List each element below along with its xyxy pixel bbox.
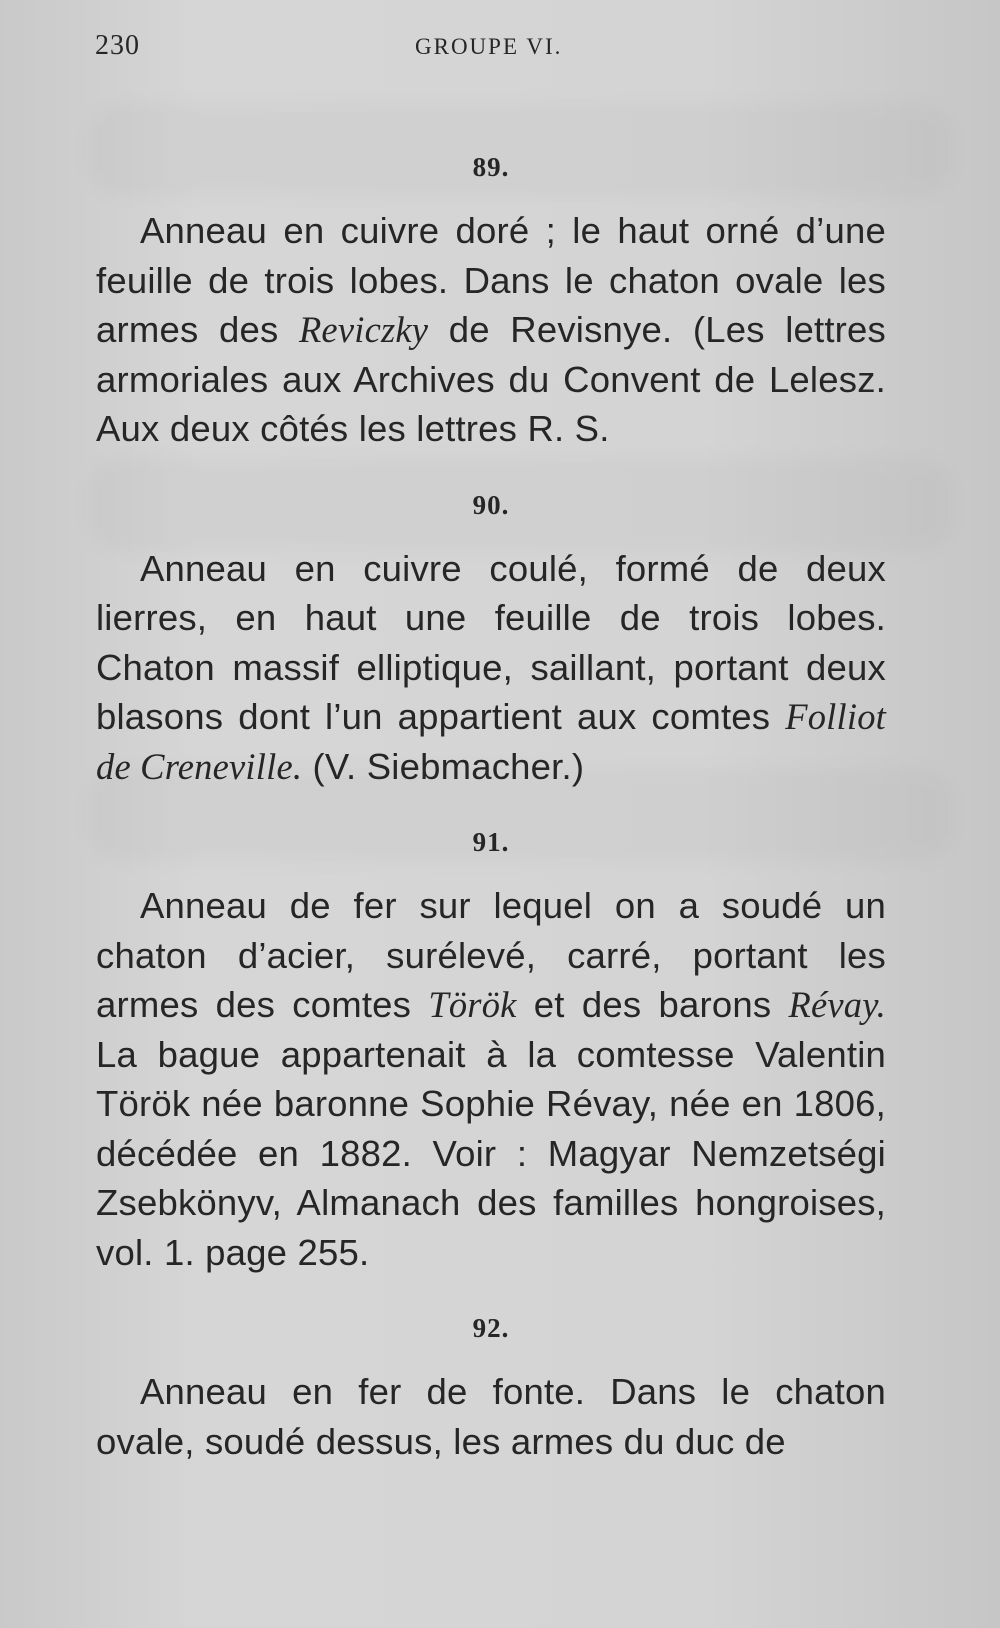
catalog-entry-89 [96, 150, 886, 454]
text-run: La bague appartenait à la comtesse Valentin Török née baronne Sophie Révay, née en 1806, décédée en 1882. Voir : Magyar Nemzetségi Zsebkönyv, Almanach des familles hongroises, vol. 1. page 255. [96, 1033, 886, 1273]
running-head: GROUPE VI. [415, 34, 563, 59]
entry-number: 90. [472, 489, 510, 520]
text-run: Anneau en cuivre doré ; le haut orné d’une feuille de trois lobes. Dans le chaton ovale les armes des [96, 210, 886, 350]
catalog-entry-90 [96, 488, 886, 792]
page-header [95, 30, 885, 70]
entry-description [96, 206, 886, 454]
catalog-entry-92 [96, 1311, 886, 1466]
text-run: Anneau de fer sur lequel on a soudé un chaton d’acier, surélevé, carré, portant les armes des comtes [96, 885, 886, 1025]
family-name: Folliot de Creneville. [96, 696, 886, 787]
entry-number: 89. [472, 152, 510, 182]
catalog-entry-91 [96, 825, 886, 1277]
text-run: Anneau en fer de fonte. Dans le chaton ovale, soudé dessus, les armes du duc de [96, 1371, 886, 1462]
text-run: (V. Siebmacher.) [302, 745, 585, 787]
text-run: Anneau en cuivre coulé, formé de deux lierres, en haut une feuille de trois lobes. Chaton massif elliptique, saillant, portant deux blasons dont l’un appartient aux comtes [96, 547, 886, 737]
text-run: et des barons [516, 984, 789, 1025]
page-number: 230 [95, 30, 140, 61]
text-run: de Revisnye. (Les lettres armoriales aux Archives du Convent de Lelesz. Aux deux côtés les lettres R. S. [96, 309, 886, 449]
family-name: Reviczky [298, 309, 429, 350]
entry-description [96, 881, 886, 1277]
entry-description [96, 544, 886, 792]
family-name: Révay. [788, 984, 886, 1025]
page-content [96, 150, 886, 1500]
entry-number: 92. [472, 1313, 510, 1343]
entry-description [96, 1367, 886, 1466]
entry-number: 91. [472, 827, 510, 857]
family-name: Török [428, 984, 517, 1025]
